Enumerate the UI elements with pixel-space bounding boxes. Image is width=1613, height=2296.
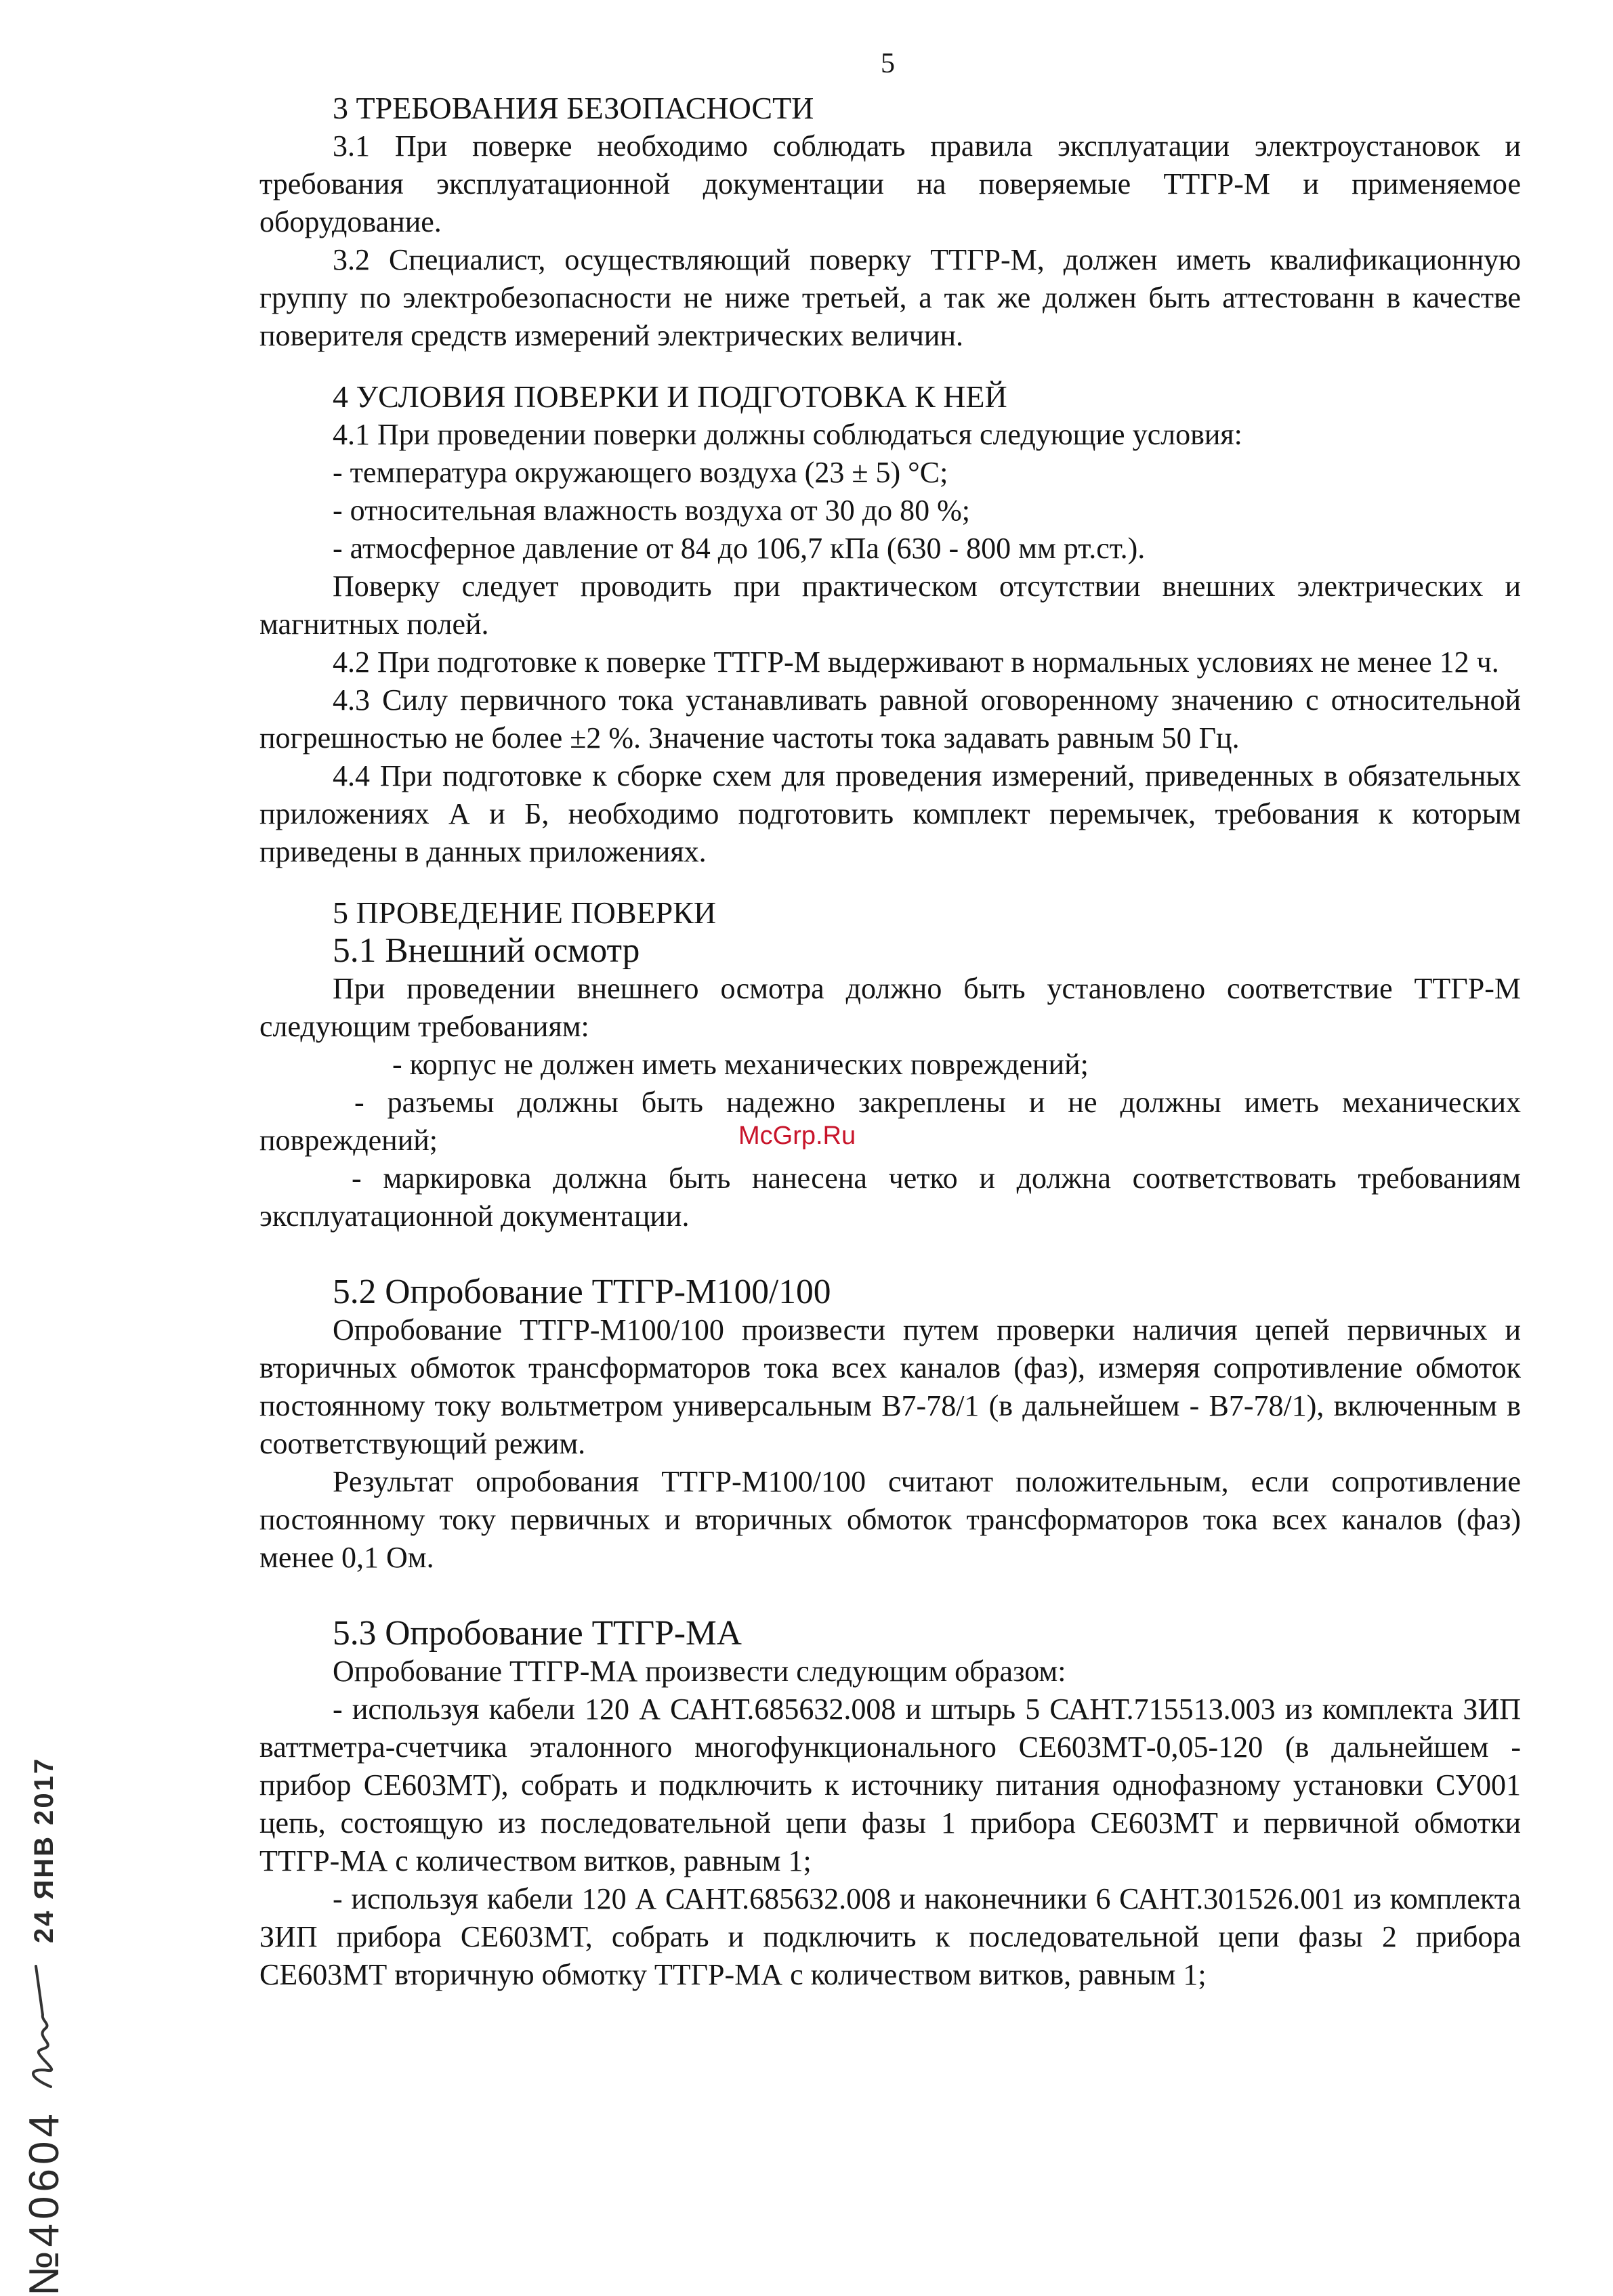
list-item: - используя кабели 120 А САНТ.685632.008 и штырь 5 САНТ.715513.003 из комплекта ЗИП ваттметра-счетчика эталонного многофункционального СЕ603МТ-0,05-120 (в дальнейшем - прибор СЕ603МТ), собрать и подключить к источнику питания однофазному установки СУ001 цепь, состоящую из последовательной цепи фазы 1 прибора СЕ603МТ и первичной обмотки ТТГР-МА с количеством витков, равным 1;: [259, 1693, 1521, 1877]
paragraph-4-1: 4.1 При проведении поверки должны соблюдаться следующие условия:: [333, 418, 1242, 451]
section-4-heading: 4 УСЛОВИЯ ПОВЕРКИ И ПОДГОТОВКА К НЕЙ: [333, 379, 1007, 414]
subsection-5-2-heading: 5.2 Опробование ТТГР-М100/100: [333, 1273, 831, 1311]
condition-pressure: - атмосферное давление от 84 до 106,7 кПа (630 - 800 мм рт.ст.).: [333, 532, 1146, 565]
registration-stamp: [20, 1757, 68, 2296]
paragraph-4-4: 4.4 При подготовке к сборке схем для проведения измерений, приведенных в обязательных приложениях А и Б, необходимо подготовить комплект перемычек, требования к которым приведены в данных приложениях.: [259, 759, 1521, 868]
paragraph-4-2: 4.2 При подготовке к поверке ТТГР-М выдерживают в нормальных условиях не менее 12 ч.: [333, 645, 1499, 679]
condition-humidity: - относительная влажность воздуха от 30 до 80 %;: [333, 494, 970, 527]
subsection-5-1-heading: 5.1 Внешний осмотр: [333, 931, 640, 970]
paragraph-fields: Поверку следует проводить при практическом отсутствии внешних электрических и магнитных полей.: [259, 570, 1521, 641]
stamp-date: 24 ЯНВ 2017: [29, 1756, 59, 1944]
paragraph-3-1: 3.1 При поверке необходимо соблюдать правила эксплуатации электроустановок и требования эксплуатационной документации на поверяемые ТТГР-М и применяемое оборудование.: [259, 129, 1521, 238]
list-item: - маркировка должна быть нанесена четко и должна соответствовать требованиям эксплуатационной документации.: [259, 1162, 1521, 1233]
signature: [21, 1962, 68, 2091]
page-number: 5: [881, 48, 895, 79]
section-3-heading: 3 ТРЕБОВАНИЯ БЕЗОПАСНОСТИ: [333, 91, 814, 125]
subsection-5-3-heading: 5.3 Опробование ТТГР-МА: [333, 1614, 742, 1653]
paragraph-3-2: 3.2 Специалист, осуществляющий поверку ТТГР-М, должен иметь квалификационную группу по электробезопасности не ниже третьей, а так же должен быть аттестованн в качестве поверителя средств измерений электрических величин.: [259, 243, 1521, 352]
list-item: - разъемы должны быть надежно закреплены и не должны иметь механических повреждений;: [259, 1086, 1521, 1157]
list-item: - используя кабели 120 А САНТ.685632.008 и наконечники 6 САНТ.301526.001 из комплекта ЗИП прибора СЕ603МТ, собрать и подключить к последовательной цепи фазы 2 прибора СЕ603МТ вторичную обмотку ТТГР-МА с количеством витков, равным 1;: [259, 1882, 1521, 1991]
watermark: McGrp.Ru: [738, 1122, 856, 1150]
list-item: - корпус не должен иметь механических повреждений;: [392, 1048, 1089, 1081]
paragraph-5-2-2: Результат опробования ТТГР-М100/100 считают положительным, если сопротивление постоянному току первичных и вторичных обмоток трансформаторов тока всех каналов (фаз) менее 0,1 Ом.: [259, 1465, 1521, 1574]
condition-temperature: - температура окружающего воздуха (23 ± 5) °С;: [333, 456, 948, 489]
paragraph-5-3-intro: Опробование ТТГР-МА произвести следующим образом:: [333, 1655, 1066, 1688]
stamp-number: №40604: [21, 2110, 68, 2296]
paragraph-5-1-intro: При проведении внешнего осмотра должно быть установлено соответствие ТТГР-М следующим требованиям:: [259, 972, 1521, 1043]
paragraph-5-2-1: Опробование ТТГР-М100/100 произвести путем проверки наличия цепей первичных и вторичных обмоток трансформаторов тока всех каналов (фаз), измеряя сопротивление обмоток постоянному току вольтметром универсальным В7-78/1 (в дальнейшем - В7-78/1), включенным в соответствующий режим.: [259, 1313, 1521, 1460]
section-5-heading: 5 ПРОВЕДЕНИЕ ПОВЕРКИ: [333, 895, 717, 930]
paragraph-4-3: 4.3 Силу первичного тока устанавливать равной оговоренному значению с относительной погрешностью не более ±2 %. Значение частоты тока задавать равным 50 Гц.: [259, 683, 1521, 754]
document-body: [259, 89, 1521, 1994]
